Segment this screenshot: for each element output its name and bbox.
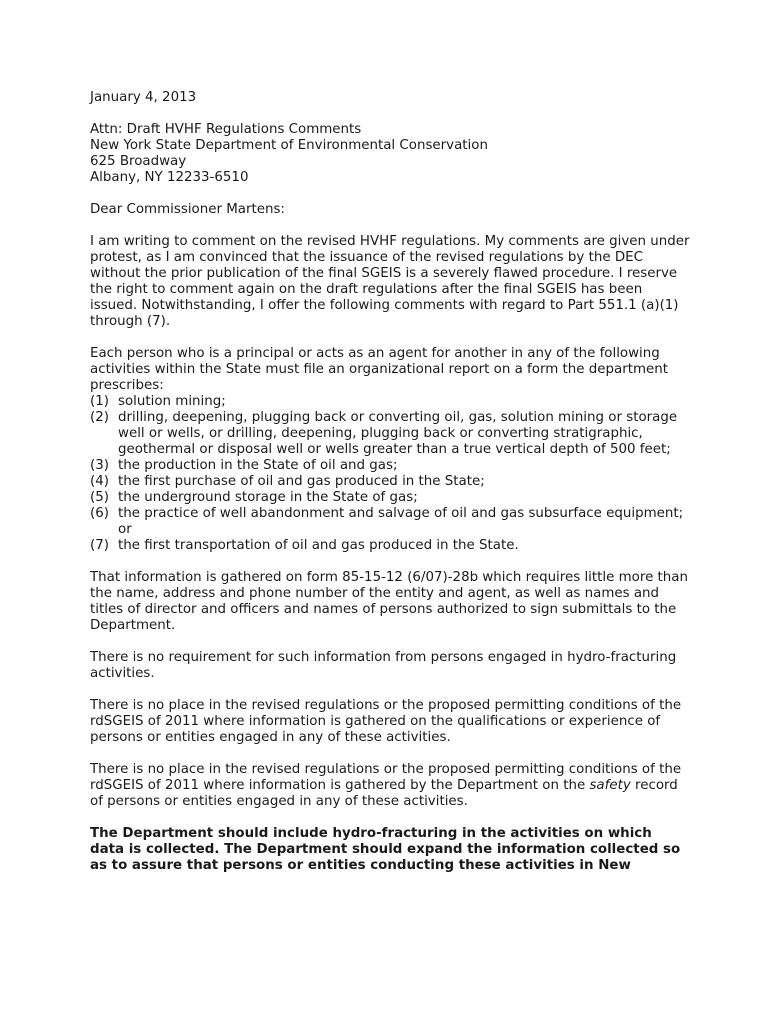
list-item-number: (4) (90, 474, 109, 489)
letter-page (90, 90, 690, 890)
address-city: Albany, NY 12233-6510 (90, 170, 249, 185)
paragraph-form-info: That information is gathered on form 85-15-12 (6/07)-28b which requires little more than the name, address and phone number of the entity and agent, as well as names and titles of director and officers and names of persons authorized to sign submittals to the Department. (90, 570, 688, 633)
paragraph-intro: I am writing to comment on the revised HVHF regulations. My comments are given under protest, as I am convinced that the issuance of the revised regulations by the DEC without the prior publication of the final SGEIS is a severely flawed procedure. I reserve the right to comment again on the draft regulations after the final SGEIS has been issued. Notwithstanding, I offer the following comments with regard to Part 551.1 (a)(1) through (7). (90, 234, 690, 329)
list-item-number: (3) (90, 458, 109, 473)
list-item-text: drilling, deepening, plugging back or converting oil, gas, solution mining or storage well or wells, or drilling, deepening, plugging back or converting stratigraphic, geothermal or disposal well or wells greater than a true vertical depth of 500 feet; (118, 410, 678, 457)
list-item (90, 538, 690, 554)
list-item (90, 490, 690, 506)
list-item-number: (5) (90, 490, 109, 505)
list-item (90, 506, 690, 538)
list-item-text: the first transportation of oil and gas produced in the State. (118, 538, 519, 553)
list-item-text: solution mining; (118, 394, 226, 409)
list-item-number: (1) (90, 394, 109, 409)
address-attn: Attn: Draft HVHF Regulations Comments (90, 122, 362, 137)
address-street: 625 Broadway (90, 154, 187, 169)
list-item-text: the practice of well abandonment and salvage of oil and gas subsurface equipment; or (118, 506, 684, 537)
paragraph-safety (90, 762, 690, 810)
list-item (90, 474, 690, 490)
safety-emphasis: safety (589, 778, 631, 793)
activities-list (90, 394, 690, 554)
list-item (90, 394, 690, 410)
paragraph-qualifications: There is no place in the revised regulations or the proposed permitting conditions of the rdSGEIS of 2011 where information is gathered on the qualifications or experience of persons or entities engaged in any of these activities. (90, 698, 682, 745)
safety-text-before: There is no place in the revised regulations or the proposed permitting conditions of the rdSGEIS of 2011 where information is gathered by the Department on the (90, 762, 682, 793)
safety-text-after: record of persons or entities engaged in any of these activities. (90, 778, 678, 809)
letter-date: January 4, 2013 (90, 90, 197, 105)
list-item-text: the production in the State of oil and gas; (118, 458, 398, 473)
paragraph-requirement: Each person who is a principal or acts as an agent for another in any of the following activities within the State must file an organizational report on a form the department prescribes: (90, 346, 668, 393)
list-item-number: (7) (90, 538, 109, 553)
paragraph-no-requirement: There is no requirement for such information from persons engaged in hydro-fracturing activities. (90, 650, 677, 681)
list-item-text: the underground storage in the State of gas; (118, 490, 418, 505)
recipient-address (90, 122, 690, 186)
salutation: Dear Commissioner Martens: (90, 202, 285, 217)
list-item-number: (6) (90, 506, 109, 521)
list-item-number: (2) (90, 410, 109, 425)
list-item (90, 458, 690, 474)
address-org: New York State Department of Environmental Conservation (90, 138, 488, 153)
list-item-text: the first purchase of oil and gas produced in the State; (118, 474, 485, 489)
paragraph-recommendation: The Department should include hydro-fracturing in the activities on which data is collected. The Department should expand the information collected so as to assure that persons or entities conducting these activities in New (90, 826, 681, 873)
list-item (90, 410, 690, 458)
